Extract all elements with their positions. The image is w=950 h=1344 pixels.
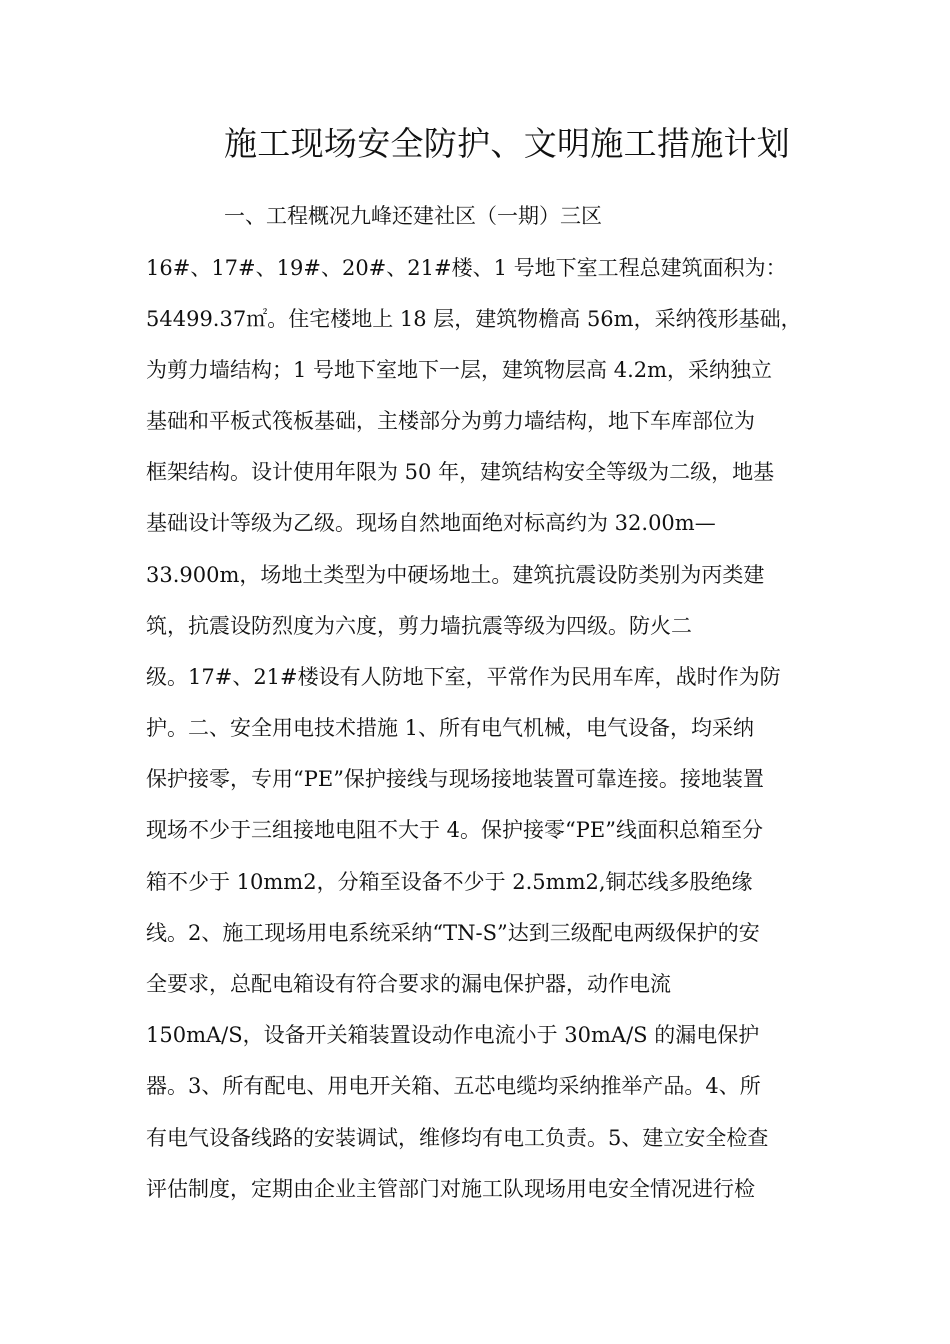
body-line-19: 有电气设备线路的安装调试，维修均有电工负责。5、建立安全检查 [146,1126,769,1150]
body-line-13: 现场不少于三组接地电阻不大于 4。保护接零“PE”线面积总箱至分 [146,818,763,842]
body-line-4: 为剪力墙结构；1 号地下室地下一层，建筑物层高 4.2m，采纳独立 [146,358,773,382]
body-line-18: 器。3、所有配电、用电开关箱、五芯电缆均采纳推举产品。4、所 [146,1074,761,1098]
body-line-16: 全要求，总配电箱设有符合要求的漏电保护器，动作电流 [146,972,671,996]
body-line-12: 保护接零，专用“PE”保护接线与现场接地装置可靠连接。接地装置 [146,767,764,791]
body-line-15: 线。2、施工现场用电系统采纳“TN-S”达到三级配电两级保护的安 [146,921,760,945]
body-line-2: 16#、17#、19#、20#、21#楼、1 号地下室工程总建筑面积为： [146,256,787,280]
body-line-3: 54499.37㎡。住宅楼地上 18 层，建筑物檐高 56m，采纳筏形基础， [146,307,802,331]
document-title: 施工现场安全防护、文明施工措施计划 [224,124,791,163]
body-line-10: 级。17#、21#楼设有人防地下室，平常作为民用车库，战时作为防 [146,665,781,689]
body-line-1: 一、工程概况九峰还建社区（一期）三区 [224,204,602,228]
body-line-20: 评估制度，定期由企业主管部门对施工队现场用电安全情况进行检 [146,1177,755,1201]
body-line-11: 护。二、安全用电技术措施 1、所有电气机械，电气设备，均采纳 [146,716,755,740]
body-line-5: 基础和平板式筏板基础，主楼部分为剪力墙结构，地下车库部位为 [146,409,755,433]
body-line-7: 基础设计等级为乙级。现场自然地面绝对标高约为 32.00m— [146,511,716,535]
body-line-17: 150mA/S，设备开关箱装置设动作电流小于 30mA/S 的漏电保护 [146,1023,760,1047]
body-line-8: 33.900m，场地土类型为中硬场地土。建筑抗震设防类别为丙类建 [146,563,765,587]
body-line-6: 框架结构。设计使用年限为 50 年，建筑结构安全等级为二级，地基 [146,460,775,484]
body-line-9: 筑，抗震设防烈度为六度，剪力墙抗震等级为四级。防火二 [146,614,692,638]
body-line-14: 箱不少于 10mm2，分箱至设备不少于 2.5mm2,铜芯线多股绝缘 [146,870,753,894]
